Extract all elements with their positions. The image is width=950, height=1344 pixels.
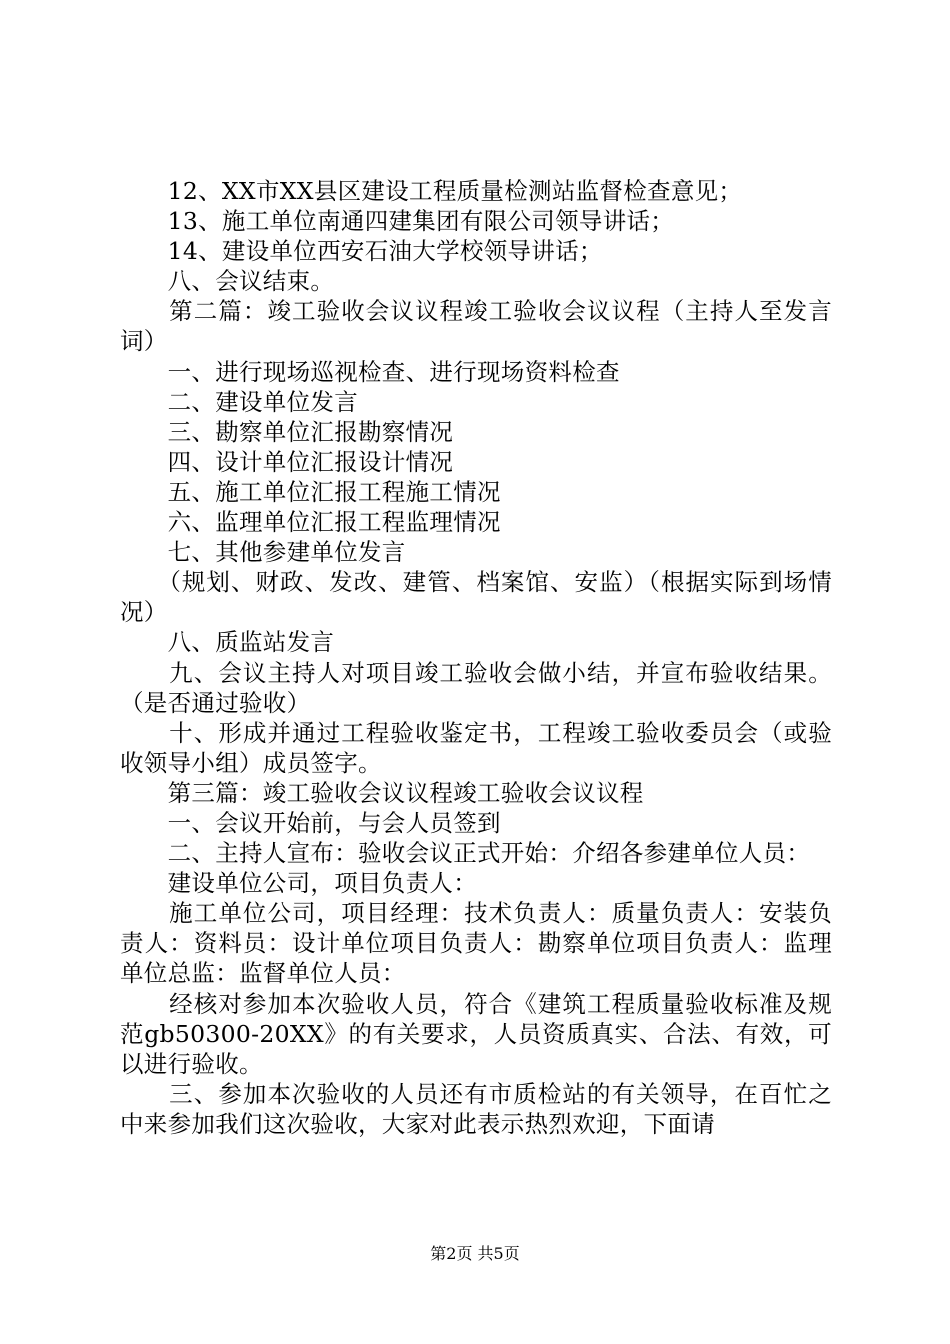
paragraph: 三、参加本次验收的人员还有市质检站的有关领导，在百忙之中来参加我们这次验收，大家对此表示热烈欢迎，下面请: [120, 1079, 832, 1138]
paragraph: 三、勘察单位汇报勘察情况: [120, 417, 454, 446]
paragraph: 五、施工单位汇报工程施工情况: [120, 477, 501, 506]
paragraph: （规划、财政、发改、建管、档案馆、安监）（根据实际到场情况）: [120, 568, 832, 627]
paragraph: 二、主持人宣布：验收会议正式开始：介绍各参建单位人员：: [120, 839, 811, 868]
paragraph: 八、质监站发言: [120, 628, 335, 657]
paragraph: 十、形成并通过工程验收鉴定书，工程竣工验收委员会（或验收领导小组）成员签字。: [120, 718, 832, 777]
paragraph: 施工单位公司，项目经理：技术负责人：质量负责人：安装负责人：资料员：设计单位项目负责人：勘察单位项目负责人：监理单位总监：监督单位人员：: [120, 899, 832, 988]
paragraph: 一、进行现场巡视检查、进行现场资料检查: [120, 357, 620, 386]
section-heading: 第三篇：竣工验收会议议程竣工验收会议议程: [120, 778, 644, 807]
page-number-footer: 第2页 共5页: [430, 1244, 520, 1263]
paragraph: 14、建设单位西安石油大学校领导讲话；: [120, 237, 603, 266]
paragraph: 八、会议结束。: [120, 267, 335, 296]
paragraph: 建设单位公司，项目负责人：: [120, 869, 477, 898]
paragraph: 七、其他参建单位发言: [120, 538, 406, 567]
paragraph: 九、会议主持人对项目竣工验收会做小结，并宣布验收结果。（是否通过验收）: [120, 658, 832, 717]
paragraph: 二、建设单位发言: [120, 387, 358, 416]
paragraph: 12、XX市XX县区建设工程质量检测站监督检查意见；: [120, 177, 743, 205]
paragraph: 四、设计单位汇报设计情况: [120, 447, 454, 476]
paragraph: 一、会议开始前，与会人员签到: [120, 808, 501, 837]
paragraph: 六、监理单位汇报工程监理情况: [120, 508, 501, 537]
document-body: [120, 176, 832, 1139]
paragraph: 经核对参加本次验收人员，符合《建筑工程质量验收标准及规范gb50300-20XX》的有关要求，人员资质真实、合法、有效，可以进行验收。: [120, 989, 832, 1078]
section-heading: 第二篇：竣工验收会议议程竣工验收会议议程（主持人至发言词）: [120, 297, 832, 356]
paragraph: 13、施工单位南通四建集团有限公司领导讲话；: [120, 207, 675, 236]
